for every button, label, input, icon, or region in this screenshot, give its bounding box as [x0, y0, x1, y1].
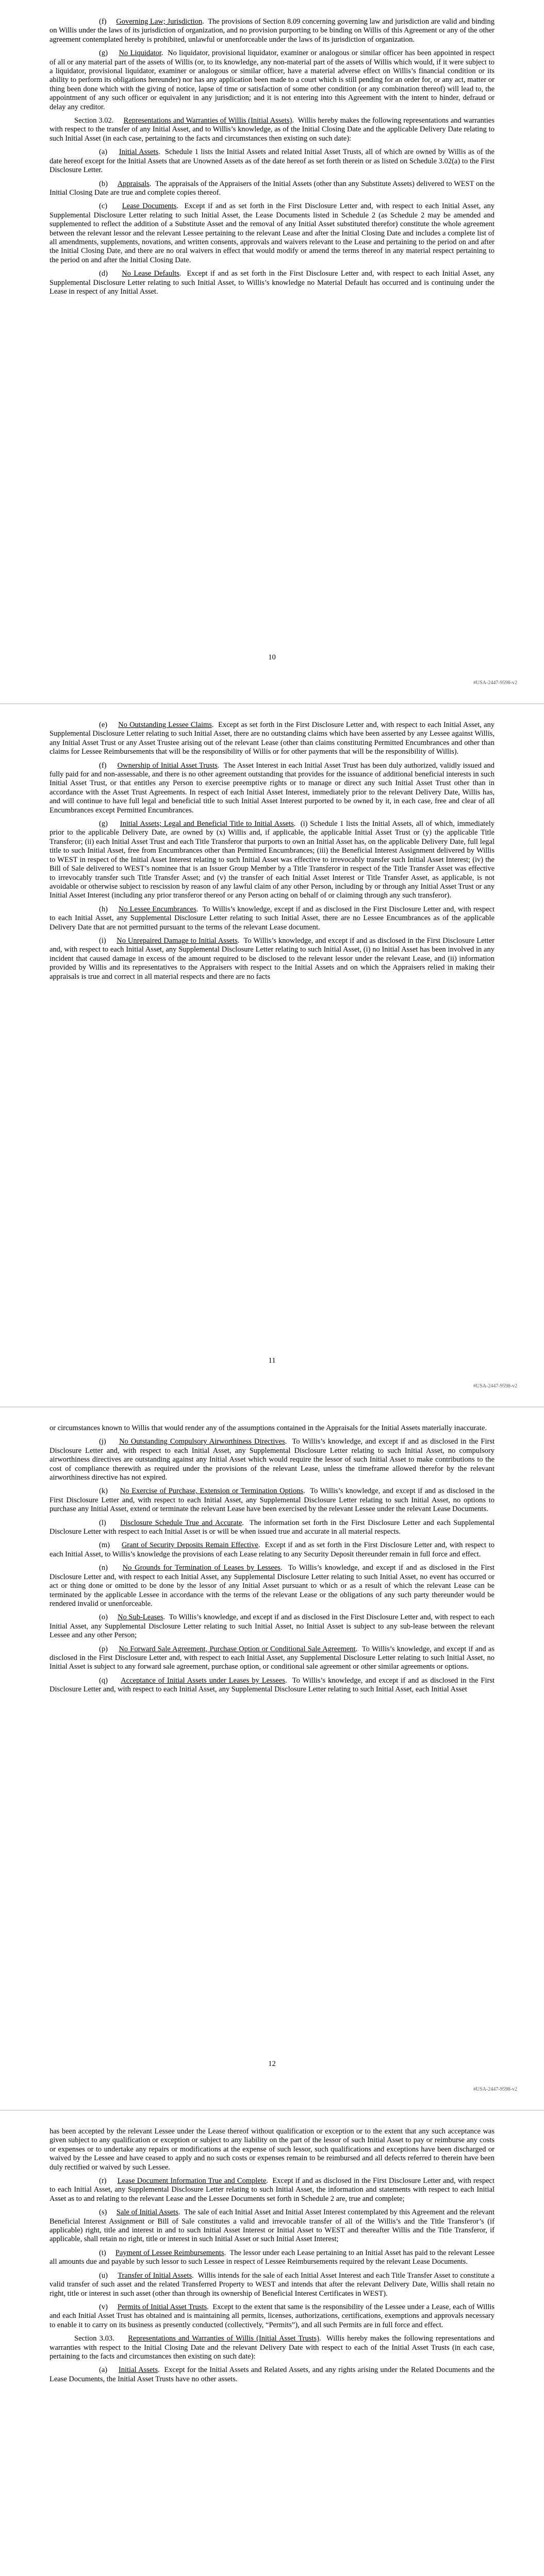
paragraph-label: (f) [99, 18, 107, 26]
paragraph-text: The sale of each Initial Asset and Initial Asset Interest contemplated by this Agreement and the relevant Beneficial Interest Assignment or Bill of Sale constitutes a valid and irrevocable transfer of all of the Willis’s and the Title Transferor’s (if applicable) right, title and interest in and to such Initial Asset Interest or Initial Asset to WEST and thereafter Willis and the Title Transferor, if applicable, shall retain no right, title or interest in such Initial Asset or such Initial Asset Interest; [50, 2208, 495, 2244]
paragraph-label: (q) [99, 1676, 108, 1685]
paragraph-text: (i) Schedule 1 lists the Initial Assets, all of which, immediately prior to the applicable Delivery Date, are owned by (x) Willis and, if applicable, the applicable Initial Asset Trust or (y) the applicable Title Transferor; (ii) each Initial Asset Trust and each Title Transferor that purports to own an Initial Asset has, on the applicable Delivery Date, full legal title to such Initial Asset, free from Encumbrances other than Permitted Encumbrances; (iii) the Beneficial Interest Assignment delivered by Willis to WEST in respect of the Initial Asset Interest relating to such Initial Asset was effective to irrevocably transfer such Initial Asset Interest; (iv) the Bill of Sale delivered to WEST’s nominee that is an Issuer Group Member by a Title Transferor in respect of the Title Transfer Asset was effective to irrevocably transfer such Title Transfer Asset; and (v) the transfer of each Initial Asset Interest or Title Transfer Asset, as applicable, is not avoidable or otherwise subject to rescission by reason of any lawful claim of any other Person, including by or through any Initial Asset Trust or any Initial Asset Interest (including any prior transferor thereof or any Person acting on behalf of or claiming through any such transferor). [50, 820, 495, 900]
paragraph-title: No Lease Defaults [122, 269, 179, 278]
paragraph-title: Governing Law; Jurisdiction [116, 18, 203, 26]
document-page [0, 1406, 544, 2110]
page-separator [0, 703, 544, 704]
paragraph-text: Willis hereby makes the following representations and warranties with respect to the Initial Closing Date and the relevant Delivery Date with respect to each of the Initial Asset Trusts (in each case, pertaining to the facts and circumstances then existing on such date): [50, 2334, 495, 2361]
paragraph-label: (o) [99, 1613, 108, 1622]
page-separator [0, 1406, 544, 1408]
paragraph-title: No Forward Sale Agreement, Purchase Option or Conditional Sale Agreement [119, 1645, 356, 1653]
paragraph-label: Section 3.02. [74, 116, 114, 125]
paragraph-text: To Willis’s knowledge, and except if and as disclosed in the First Disclosure Letter and, with respect to each Initial Asset, any Supplemental Disclosure Letter relating to such Initial Asset, no options to purchase any Initial Asset, extend or terminate the relevant Lease have been exercised by the relevant Lessee under the relevant Lease Documents. [50, 1487, 495, 1514]
paragraph: (g) Initial Assets; Legal and Beneficial Title to Initial Assets. (i) Schedule 1 lists the Initial Assets, all of which, immediately prior to the applicable Delivery Date, are owned by (x) Willis and, if applicable, the applicable Initial Asset Trust or (y) the applicable Title Transferor; (ii) each Initial Asset Trust and each Title Transferor that purports to own an Initial Asset has, on the applicable Delivery Date, full legal title to such Initial Asset, free from Encumbrances other than Permitted Encumbrances; (iii) the Beneficial Interest Assignment delivered by Willis to WEST in respect of the Initial Asset Interest relating to such Initial Asset was effective to irrevocably transfer such Initial Asset Interest; (iv) the Bill of Sale delivered to WEST’s nominee that is an Issuer Group Member by a Title Transferor in respect of the Title Transfer Asset was effective to irrevocably transfer such Title Transfer Asset; and (v) the transfer of each Initial Asset Interest or Title Transfer Asset, as applicable, is not avoidable or otherwise subject to rescission by reason of any lawful claim of any other Person, including by or through any Initial Asset Trust or any Initial Asset Interest (including any prior transferor thereof or any Person acting on behalf of or claiming through any such transferor). [50, 820, 495, 900]
paragraph-text: The Asset Interest in each Initial Asset Trust has been duly authorized, validly issued and fully paid for and non-assessable, and there is no other agreement outstanding that provides for the issuance of additional beneficial interests in such Initial Asset Trust, or that entitles any Person to exercise preemptive rights or to manage or direct any such Initial Asset Trust other than in accordance with the Asset Trust Agreements. In respect of each Initial Asset Interest, immediately prior to the relevant Delivery Date, Willis has, and will continue to have full legal and beneficial title to such Initial Asset Interest purported to be owned by it, in each case, free and clear of all Encumbrances except Permitted Encumbrances. [50, 761, 495, 815]
paragraph-title: Acceptance of Initial Assets under Leases by Lessees [121, 1676, 285, 1685]
paragraph-label: (d) [99, 269, 108, 278]
document-page [0, 703, 544, 1406]
paragraph-title: Appraisals [117, 179, 150, 188]
continuation-text: or circumstances known to Willis that would render any of the assumptions contained in the Appraisals for the Initial Assets materially inaccurate. [50, 1424, 487, 1432]
paragraph-label: (b) [99, 179, 108, 188]
paragraph: (b) Appraisals. The appraisals of the Appraisers of the Initial Assets (other than any Substitute Assets) delivered to WEST on the Initial Closing Date are true and complete copies thereof. [50, 179, 495, 197]
paragraph-text: Except as set forth in the First Disclosure Letter and, with respect to each Initial Asset, any Supplemental Disclosure Letter relating to such Initial Asset, there are no outstanding claims which have been asserted by any Lessee against Willis, any Initial Asset Trust or any Asset Trustee arising out of the relevant Lease (other than claims constituting Permitted Encumbrances and other than claims for Lessee Reimbursements that will be the responsibility of Willis or for other payments that will be the responsibility of Willis). [50, 721, 495, 756]
paragraph-title: No Lessee Encumbrances [118, 905, 196, 913]
paragraph-label: (m) [99, 1541, 110, 1550]
paragraph-text: To Willis’s knowledge, and except if and as disclosed in the First Disclosure Letter and, with respect to each Initial Asset, any Supplemental Disclosure Letter relating to such Initial Asset, each Initial Asset [50, 1676, 495, 1694]
paragraph-text: No liquidator, provisional liquidator, examiner or analogous or similar officer has been appointed in respect of all or any material part of the assets of Willis (or, to its knowledge, any non-material part of the assets of Willis which would, if it were subject to a liquidator, provisional liquidator, examiner or analogous or similar officer, have a material adverse effect on Willis’s financial condition or its ability to perform its obligations hereunder) nor has any application been made to a court which is still pending for an order for, or any act, matter or thing been done which with the giving of notice, lapse of time or satisfaction of some other condition (or any combination thereof) will lead to, the appointment of any such officer or equivalent in any jurisdiction; and it is not entering into this Agreement with the intent to hinder, defraud or delay any creditor. [50, 49, 494, 111]
document-page [0, 2110, 544, 2576]
paragraph-label: (p) [99, 1645, 108, 1653]
footer-code: #USA-2447-9598-v2 [473, 680, 517, 686]
paragraph: (v) Permits of Initial Asset Trusts. Except to the extent that same is the responsibility of the Lessee under a Lease, each of Willis and each Initial Asset Trust has obtained and is maintaining all permits, licenses, authorizations, certifications, exemptions and approvals necessary to enable it to carry on its business as presently conducted (collectively, “Permits”), and all such Permits are in full force and effect. [50, 2302, 495, 2329]
paragraph-text: The information set forth in the First Disclosure Letter and each Supplemental Disclosure Letter with respect to each Initial Asset is or will be when issued true and accurate in all material respects. [50, 1518, 494, 1536]
paragraph-label: (a) [99, 148, 108, 157]
paragraph-label: (a) [99, 2366, 108, 2375]
paragraph-text: Except if and as set forth in the First Disclosure Letter and, with respect to each Initial Asset, any Supplemental Disclosure Letter relating to such Initial Asset, to Willis’s knowledge no Material Default has occurred and is continuing under the Lease in respect of any Initial Asset. [50, 269, 495, 296]
paragraph: (d) No Lease Defaults. Except if and as set forth in the First Disclosure Letter and, with respect to each Initial Asset, any Supplemental Disclosure Letter relating to such Initial Asset, to Willis’s knowledge no Material Default has occurred and is continuing under the Lease in respect of any Initial Asset. [50, 269, 495, 296]
paragraph-title: Grant of Security Deposits Remain Effective [121, 1541, 258, 1550]
paragraph: (h) No Lessee Encumbrances. To Willis’s knowledge, except if and as disclosed in the First Disclosure Letter and, with respect to each Initial Asset, any Supplemental Disclosure Letter relating to such Initial Asset, there are no Lessee Encumbrances as of the applicable Delivery Date that are not permitted pursuant to the terms of the relevant Lease document. [50, 905, 494, 931]
paragraph-text: To Willis’s knowledge, and except if and as disclosed in the First Disclosure Letter and, with respect to each Initial Asset, any Supplemental Disclosure Letter relating to such Initial Asset, no Initial Asset is subject to any sub-lease between the relevant Lessee and any other Person; [50, 1613, 495, 1640]
paragraph-title: Transfer of Initial Assets [118, 2271, 192, 2280]
paragraph: (i) No Unrepaired Damage to Initial Assets. To Willis’s knowledge, and except if and as disclosed in the First Disclosure Letter and, with respect to each Initial Asset, any Supplemental Disclosure Letter relating to such Initial Asset, (i) no Initial Asset has been involved in any incident that caused damage in excess of the amount required to be disclosed to the relevant lessor under the relevant Lease, and (ii) information provided by Willis and its representatives to the Appraisers with respect to the Initial Assets and on which the Appraisers relied in making their appraisals is true and correct in all material respects and there are no facts [50, 936, 495, 981]
paragraph-label: (s) [99, 2208, 107, 2217]
paragraph-label: (g) [99, 49, 108, 58]
paragraph-text: Except if and as set forth in the First Disclosure Letter and, with respect to each Initial Asset, any Supplemental Disclosure Letter relating to such Initial Asset, the Lease Documents listed in Schedule 2 (as Schedule 2 may be amended and supplemented to reflect the addition of a Substitute Asset and the removal of any Initial Asset substituted therefor) constitute the whole agreement between the relevant lessor and the relevant Lessee pertaining to the relevant Lease and after the Initial Closing Date and includes a complete list of all amendments, supplements, novations, and written consents, approvals and waivers relevant to the Lease and pertaining to the period on and after the Initial Closing Date, and there are no oral waivers in effect that would modify or amend the terms thereof in any material respect pertaining to the period on and after the Initial Closing Date. [50, 202, 495, 264]
paragraph-text: To Willis’s knowledge, and except if and as disclosed in the First Disclosure Letter and, with respect to each Initial Asset, any Supplemental Disclosure Letter relating to such Initial Asset, (i) no Initial Asset has been involved in any incident that caused damage in excess of the amount required to be disclosed to the relevant lessor under the relevant Lease, and (ii) information provided by Willis and its representatives to the Appraisers with respect to the Initial Assets and on which the Appraisers relied in making their appraisals is true and correct in all material respects and there are no facts [50, 936, 495, 981]
paragraph-text: To Willis’s knowledge, and except if and as disclosed in the First Disclosure Letter and, with respect to each Initial Asset, any Supplemental Disclosure Letter relating to such Initial Asset, no Initial Asset is subject to any forward sale agreement, purchase option, or conditional sale agreement or other similar agreements or options. [50, 1645, 495, 1671]
paragraph: (s) Sale of Initial Assets. The sale of each Initial Asset and Initial Asset Interest contemplated by this Agreement and the relevant Beneficial Interest Assignment or Bill of Sale constitutes a valid and irrevocable transfer of all of the Willis’s and the Title Transferor’s (if applicable) right, title and interest in and to such Initial Asset Interest or Initial Asset to WEST and thereafter Willis and the Title Transferor, if applicable, shall retain no right, title or interest in such Initial Asset or such Initial Asset Interest; [50, 2208, 495, 2244]
paragraph-title: Initial Assets [118, 2366, 158, 2375]
paragraph-label: (l) [99, 1518, 106, 1527]
paragraph-title: Representations and Warranties of Willis (Initial Asset Trusts) [128, 2334, 319, 2343]
paragraph: Section 3.02. Representations and Warranties of Willis (Initial Assets). Willis hereby makes the following representations and warranties with respect to the transfer of any Initial Asset, and to Willis’s knowledge, as of the Initial Closing Date and the applicable Delivery Date relating to such Initial Asset (in each case, pertaining to the facts and circumstances then existing on such date): [50, 116, 495, 143]
page-body [50, 1424, 494, 1699]
paragraph: (l) Disclosure Schedule True and Accurate. The information set forth in the First Disclosure Letter and each Supplemental Disclosure Letter with respect to each Initial Asset is or will be when issued true and accurate in all material respects. [50, 1518, 494, 1536]
paragraph: (r) Lease Document Information True and Complete. Except if and as disclosed in the First Disclosure Letter and, with respect to each Initial Asset, any Supplemental Disclosure Letter relating to such Initial Asset, the information and statements with respect to each Initial Asset as to and relating to the relevant Lease and the Lessee Documents set forth in Schedule 2 are, true and complete; [50, 2177, 494, 2203]
page-body [50, 18, 494, 301]
paragraph-label: (c) [99, 202, 108, 211]
paragraph-title: No Sub-Leases [118, 1613, 163, 1622]
paragraph-label: (v) [99, 2302, 108, 2311]
page-separator [0, 2110, 544, 2111]
paragraph-label: Section 3.03. [74, 2334, 114, 2343]
paragraph-text: Except if and as set forth in the First Disclosure Letter and, with respect to each Initial Asset, to Willis’s knowledge the provisions of each Lease relating to any Security Deposit thereunder remain in full force and effect. [50, 1541, 495, 1558]
paragraph-title: Ownership of Initial Asset Trusts [117, 761, 218, 770]
footer-code: #USA-2447-9598-v2 [473, 2087, 517, 2092]
paragraph-label: (i) [99, 936, 106, 945]
paragraph: (o) No Sub-Leases. To Willis’s knowledge, and except if and as disclosed in the First Disclosure Letter and, with respect to each Initial Asset, any Supplemental Disclosure Letter relating to such Initial Asset, no Initial Asset is subject to any sub-lease between the relevant Lessee and any other Person; [50, 1613, 495, 1640]
paragraph-text: Except to the extent that same is the responsibility of the Lessee under a Lease, each of Willis and each Initial Asset Trust has obtained and is maintaining all permits, licenses, authorizations, certifications, exemptions and approvals necessary to enable it to carry on its business as presently conducted (collectively, “Permits”), and all such Permits are in full force and effect. [50, 2302, 495, 2329]
paragraph-label: (g) [99, 820, 108, 828]
paragraph: (n) No Grounds for Termination of Leases by Lessees. To Willis’s knowledge, and except if and as disclosed in the First Disclosure Letter and, with respect to each Initial Asset, any Supplemental Disclosure Letter relating to such Initial Asset, no event has occurred or act or thing done or omitted to be done by the lessor of any Initial Asset pursuant to which or as a result of which the relevant Lease can be terminated by the applicable Lessee in accordance with the terms of the relevant Lease or the obligations of any such party thereunder would be rendered invalid or unenforceable. [50, 1564, 495, 1608]
paragraph: (j) No Outstanding Compulsory Airworthiness Directives. To Willis’s knowledge, and except if and as disclosed in the First Disclosure Letter and, with respect to each Initial Asset, any Supplemental Disclosure Letter relating to such Initial Asset, no compulsory airworthiness directives are outstanding against any Initial Asset which would require the lessor of such Initial Asset to make contributions to the cost of compliance therewith as required under the provisions of the relevant Lease, unless the timeframe allowed therefor by the relevant airworthiness directive has not expired. [50, 1437, 495, 1482]
paragraph-label: (f) [99, 761, 107, 770]
paragraph: (f) Governing Law; Jurisdiction. The provisions of Section 8.09 concerning governing law and jurisdiction are valid and binding on Willis under the laws of its jurisdiction of organization, and no provision purporting to be binding on Willis of this Agreement or any of the other agreement contemplated hereby is prohibited, unlawful or unenforceable under the laws of its jurisdiction of organization. [50, 18, 494, 44]
paragraph-text: Willis intends for the sale of each Initial Asset Interest and each Title Transfer Asset to constitute a valid transfer of such asset and the related Transferred Property to WEST and intends that after the relevant Delivery Date, Willis shall retain no right, title or interest in such asset (other than through its ownership of Beneficial Interest Certificates in WEST). [50, 2271, 495, 2298]
paragraph: (a) Initial Assets. Schedule 1 lists the Initial Assets and related Initial Asset Trusts, all of which are owned by Willis as of the date hereof except for the Initial Assets that are Unowned Assets as of the date hereof as set forth therein or as listed on Schedule 3.02(a) to the First Disclosure Letter. [50, 148, 494, 175]
paragraph-label: (e) [99, 721, 108, 729]
paragraph-label: (u) [99, 2271, 108, 2280]
paragraph-title: Disclosure Schedule True and Accurate [120, 1518, 242, 1527]
paragraph-title: No Outstanding Lessee Claims [118, 721, 212, 729]
paragraph-text: The lessor under each Lease pertaining to an Initial Asset has paid to the relevant Lessee all amounts due and payable by such lessor to such Lessee in respect of Lessee Reimbursements required by the relevant Lease Documents. [50, 2248, 495, 2266]
paragraph-text: Except for the Initial Assets and Related Assets, and any rights arising under the Related Documents and the Lease Documents, the Initial Asset Trusts have no other assets. [50, 2366, 495, 2383]
paragraph: (a) Initial Assets. Except for the Initial Assets and Related Assets, and any rights arising under the Related Documents and the Lease Documents, the Initial Asset Trusts have no other assets. [50, 2366, 495, 2383]
paragraph-title: Sale of Initial Assets [116, 2208, 178, 2217]
paragraph-title: Initial Assets; Legal and Beneficial Title to Initial Assets [120, 820, 294, 828]
paragraph-title: Payment of Lessee Reimbursements [115, 2248, 224, 2257]
page-number: 11 [268, 1357, 276, 1365]
paragraph-title: No Outstanding Compulsory Airworthiness Directives [119, 1437, 285, 1446]
page-number: 10 [268, 653, 276, 662]
paragraph-title: Permits of Initial Asset Trusts [117, 2302, 207, 2311]
paragraph-text: The provisions of Section 8.09 concerning governing law and jurisdiction are valid and binding on Willis under the laws of its jurisdiction of organization, and no provision purporting to be binding on Willis of this Agreement or any of the other agreement contemplated hereby is prohibited, unlawful or unenforceable under the laws of its jurisdiction of organization. [50, 18, 494, 44]
paragraph: (t) Payment of Lessee Reimbursements. The lessor under each Lease pertaining to an Initial Asset has paid to the relevant Lessee all amounts due and payable by such lessor to such Lessee in respect of Lessee Reimbursements required by the relevant Lease Documents. [50, 2248, 495, 2266]
paragraph-label: (t) [99, 2248, 106, 2257]
paragraph-label: (h) [99, 905, 108, 913]
page-body [50, 721, 494, 986]
paragraph-label: (n) [99, 1564, 108, 1572]
paragraph: (u) Transfer of Initial Assets. Willis intends for the sale of each Initial Asset Interest and each Title Transfer Asset to constitute a valid transfer of such asset and the related Transferred Property to WEST and intends that after the relevant Delivery Date, Willis shall retain no right, title or interest in such asset (other than through its ownership of Beneficial Interest Certificates in WEST). [50, 2271, 495, 2298]
paragraph-title: Initial Assets [119, 148, 159, 157]
document-page [0, 0, 544, 703]
paragraph-label: (j) [99, 1437, 106, 1446]
paragraph-title: No Grounds for Termination of Leases by Lessees [122, 1564, 281, 1572]
paragraph-title: Lease Document Information True and Complete [117, 2177, 267, 2185]
continuation-text: has been accepted by the relevant Lessee under the Lease thereof without qualification or exception or to the extent that any such acceptance was given subject to any qualification or exception or subject to any liability on the part of the lessor of such Initial Asset to pay or reimburse any costs or expenses or to undertake any repairs or modifications at the expense of such lessor, such qualifications and exceptions have been discharged or waived by the Lessee and have ceased to apply and no such costs or expenses remain to be reimbursed and all defects referred to therein have been duly rectified or waived by such Lessee. [50, 2127, 494, 2172]
paragraph: (m) Grant of Security Deposits Remain Effective. Except if and as set forth in the First Disclosure Letter and, with respect to each Initial Asset, to Willis’s knowledge the provisions of each Lease relating to any Security Deposit thereunder remain in full force and effect. [50, 1541, 495, 1558]
paragraph-label: (r) [99, 2177, 107, 2185]
paragraph: (g) No Liquidator. No liquidator, provisional liquidator, examiner or analogous or similar officer has been appointed in respect of all or any material part of the assets of Willis (or, to its knowledge, any non-material part of the assets of Willis which would, if it were subject to a liquidator, provisional liquidator, examiner or analogous or similar officer, have a material adverse effect on Willis’s financial condition or its ability to perform its obligations hereunder) nor has any application been made to a court which is still pending for an order for, or any act, matter or thing been done which with the giving of notice, lapse of time or satisfaction of some other condition (or any combination thereof) will lead to, the appointment of any such officer or equivalent in any jurisdiction; and it is not entering into this Agreement with the intent to hinder, defraud or delay any creditor. [50, 49, 494, 111]
paragraph-text: To Willis’s knowledge, and except if and as disclosed in the First Disclosure Letter and, with respect to each Initial Asset, any Supplemental Disclosure Letter relating to such Initial Asset, no compulsory airworthiness directives are outstanding against any Initial Asset which would require the lessor of such Initial Asset to make contributions to the cost of compliance therewith as required under the provisions of the relevant Lease, unless the timeframe allowed therefor by the relevant airworthiness directive has not expired. [50, 1437, 495, 1482]
paragraph: (e) No Outstanding Lessee Claims. Except as set forth in the First Disclosure Letter and, with respect to each Initial Asset, any Supplemental Disclosure Letter relating to such Initial Asset, there are no outstanding claims which have been asserted by any Lessee against Willis, any Initial Asset Trust or any Asset Trustee arising out of the relevant Lease (other than claims constituting Permitted Encumbrances and other than claims for Lessee Reimbursements that will be the responsibility of Willis or for other payments that will be the responsibility of Willis). [50, 721, 495, 756]
paragraph: (c) Lease Documents. Except if and as set forth in the First Disclosure Letter and, with respect to each Initial Asset, any Supplemental Disclosure Letter relating to such Initial Asset, the Lease Documents listed in Schedule 2 (as Schedule 2 may be amended and supplemented to reflect the addition of a Substitute Asset and the removal of any Initial Asset substituted therefor) constitute the whole agreement between the relevant lessor and the relevant Lessee pertaining to the relevant Lease and after the Initial Closing Date and includes a complete list of all amendments, supplements, novations, and written consents, approvals and waivers relevant to the Lease and pertaining to the period on and after the Initial Closing Date, and there are no oral waivers in effect that would modify or amend the terms thereof in any material respect pertaining to the period on and after the Initial Closing Date. [50, 202, 495, 264]
paragraph: Section 3.03. Representations and Warranties of Willis (Initial Asset Trusts). Willis hereby makes the following representations and warranties with respect to the Initial Closing Date and the relevant Delivery Date with respect to each of the Initial Asset Trusts (in each case, pertaining to the facts and circumstances then existing on such date): [50, 2334, 495, 2361]
paragraph-text: The appraisals of the Appraisers of the Initial Assets (other than any Substitute Assets) delivered to WEST on the Initial Closing Date are true and complete copies thereof. [50, 179, 495, 197]
page-body [50, 2127, 494, 2388]
paragraph-text: Willis hereby makes the following representations and warranties with respect to the transfer of any Initial Asset, and to Willis’s knowledge, as of the Initial Closing Date and the applicable Delivery Date relating to such Initial Asset (in each case, pertaining to the facts and circumstances then existing on such date): [50, 116, 495, 143]
paragraph: (f) Ownership of Initial Asset Trusts. The Asset Interest in each Initial Asset Trust has been duly authorized, validly issued and fully paid for and non-assessable, and there is no other agreement outstanding that provides for the issuance of additional beneficial interests in such Initial Asset Trust, or that entitles any Person to exercise preemptive rights or to manage or direct any such Initial Asset Trust other than in accordance with the Asset Trust Agreements. In respect of each Initial Asset Interest, immediately prior to the relevant Delivery Date, Willis has, and will continue to have full legal and beneficial title to such Initial Asset Interest purported to be owned by it, in each case, free and clear of all Encumbrances except Permitted Encumbrances. [50, 761, 495, 815]
paragraph: (q) Acceptance of Initial Assets under Leases by Lessees. To Willis’s knowledge, and except if and as disclosed in the First Disclosure Letter and, with respect to each Initial Asset, any Supplemental Disclosure Letter relating to such Initial Asset, each Initial Asset [50, 1676, 495, 1694]
paragraph-title: No Unrepaired Damage to Initial Assets [117, 936, 238, 945]
paragraph-title: Representations and Warranties of Willis (Initial Assets) [123, 116, 292, 125]
paragraph: (p) No Forward Sale Agreement, Purchase Option or Conditional Sale Agreement. To Willis’s knowledge, and except if and as disclosed in the First Disclosure Letter and, with respect to each Initial Asset, any Supplemental Disclosure Letter relating to such Initial Asset, no Initial Asset is subject to any forward sale agreement, purchase option, or conditional sale agreement or other similar agreements or options. [50, 1645, 495, 1671]
paragraph-text: To Willis’s knowledge, except if and as disclosed in the First Disclosure Letter and, with respect to each Initial Asset, any Supplemental Disclosure Letter relating to such Initial Asset, there are no Lessee Encumbrances as of the applicable Delivery Date that are not permitted pursuant to the terms of the relevant Lease document. [50, 905, 494, 931]
paragraph: (k) No Exercise of Purchase, Extension or Termination Options. To Willis’s knowledge, and except if and as disclosed in the First Disclosure Letter and, with respect to each Initial Asset, any Supplemental Disclosure Letter relating to such Initial Asset, no options to purchase any Initial Asset, extend or terminate the relevant Lease have been exercised by the relevant Lessee under the relevant Lease Documents. [50, 1487, 495, 1514]
paragraph-text: Except if and as disclosed in the First Disclosure Letter and, with respect to each Initial Asset, any Supplemental Disclosure Letter relating to such Initial Asset, the information and statements with respect to each Initial Asset as to and relating to the relevant Lease and the Lessee Documents set forth in Schedule 2 are, true and complete; [50, 2177, 494, 2203]
paragraph-text: Schedule 1 lists the Initial Assets and related Initial Asset Trusts, all of which are owned by Willis as of the date hereof except for the Initial Assets that are Unowned Assets as of the date hereof as set forth therein or as listed on Schedule 3.02(a) to the First Disclosure Letter. [50, 148, 494, 175]
page-number: 12 [268, 2060, 276, 2068]
paragraph-text: To Willis’s knowledge, and except if and as disclosed in the First Disclosure Letter and, with respect to each Initial Asset, any Supplemental Disclosure Letter relating to such Initial Asset, no event has occurred or act or thing done or omitted to be done by the lessor of any Initial Asset pursuant to which or as a result of which the relevant Lease can be terminated by the applicable Lessee in accordance with the terms of the relevant Lease or the obligations of any such party thereunder would be rendered invalid or unenforceable. [50, 1564, 495, 1608]
paragraph-title: No Exercise of Purchase, Extension or Termination Options [120, 1487, 304, 1496]
footer-code: #USA-2447-9598-v2 [473, 1383, 517, 1389]
paragraph-title: Lease Documents [122, 202, 177, 211]
paragraph-title: No Liquidator [119, 49, 161, 58]
paragraph-label: (k) [99, 1487, 108, 1496]
